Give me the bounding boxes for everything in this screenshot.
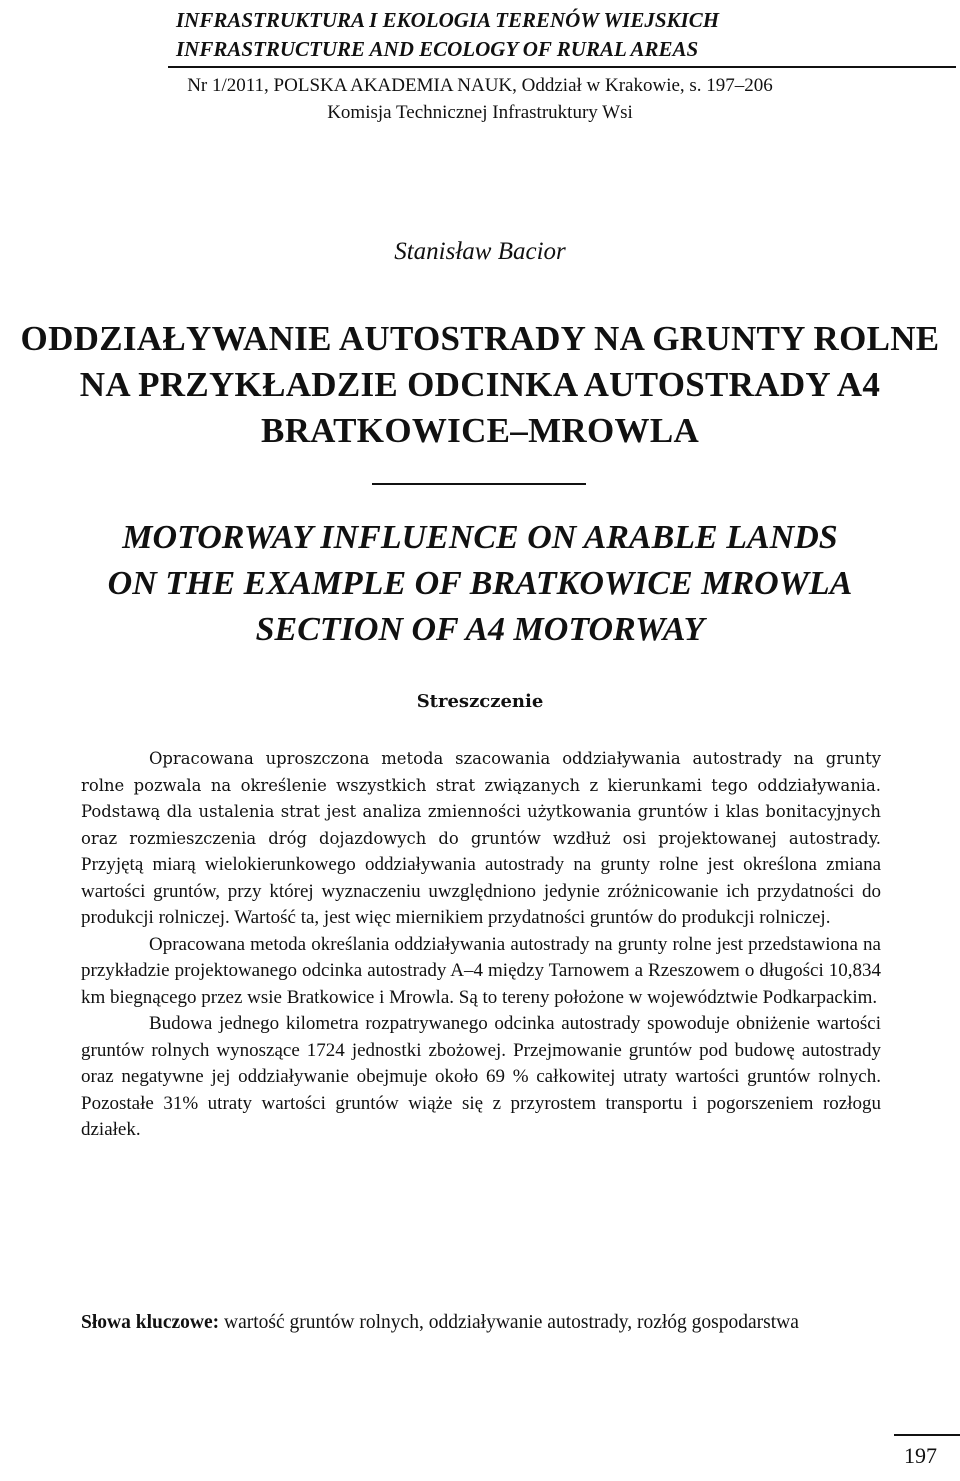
- abstract-body: [81, 746, 881, 1144]
- title-divider: [372, 483, 586, 485]
- abstract-paragraph-2: Opracowana metoda określania oddziaływania autostrady na grunty rolne jest przedstawiona na przykładzie projektowanego odcinka autostrady A–4 między Tarnowem a Rzeszowem o długości 10,834 km biegnącego przez wsie Bratkowice i Mrowla. Są to tereny położone w województwie Podkarpackim.: [81, 933, 881, 1008]
- author-name: Stanisław Bacior: [394, 238, 566, 265]
- footer-rule: [894, 1434, 960, 1436]
- commission-line: Komisja Technicznej Infrastruktury Wsi: [327, 102, 633, 123]
- title-en-line: MOTORWAY INFLUENCE ON ARABLE LANDS: [122, 519, 838, 556]
- abstract-heading: Streszczenie: [416, 691, 544, 712]
- journal-header: [176, 6, 936, 64]
- abstract-paragraph-3: Budowa jednego kilometra rozpatrywanego odcinka autostrady spowoduje obniżenie wartości gruntów rolnych wynoszące 1724 jednostki zbożowej. Przejmowanie gruntów pod budowę autostrady oraz negatywne jej oddziaływanie obejmuje około 69 % całkowitej utraty wartości gruntów rolnych. Pozostałe 31% utraty wartości gruntów wiąże się z przyrostem transportu i pogorszeniem rozłogu działek.: [81, 1013, 881, 1140]
- title-en-line: SECTION OF A4 MOTORWAY: [255, 611, 705, 648]
- keywords-label: Słowa kluczowe:: [81, 1312, 220, 1333]
- title-pl-line: BRATKOWICE–MROWLA: [260, 411, 700, 450]
- issue-line: Nr 1/2011, POLSKA AKADEMIA NAUK, Oddział w Krakowie, s. 197–206: [187, 75, 773, 96]
- title-polish: [0, 316, 960, 454]
- header-rule: [168, 66, 956, 68]
- keywords-text: wartość gruntów rolnych, oddziaływanie autostrady, rozłóg gospodarstwa: [219, 1312, 799, 1333]
- publication-info: [0, 72, 960, 126]
- keywords: [81, 1308, 881, 1337]
- abstract-paragraph-1: [81, 746, 881, 932]
- journal-title-en: INFRASTRUCTURE AND ECOLOGY OF RURAL AREAS: [176, 37, 699, 61]
- title-pl-line: ODDZIAŁYWANIE AUTOSTRADY NA GRUNTY ROLNE: [20, 319, 940, 358]
- title-english: [0, 515, 960, 653]
- title-pl-line: NA PRZYKŁADZIE ODCINKA AUTOSTRADY A4: [79, 365, 881, 404]
- abstract-p1-part-a: Opracowana uproszczona metoda szacowania oddziaływania autostrady na grunty rolne pozwala na określenie wszystkich strat związanych z kierunkami tego oddziaływania. Podstawą dla ustalenia strat jest analiza zmienności użytkowania gruntów i klas bonitacyjnych oraz rozmieszczenia dróg dojazdowych do gruntów wzdłuż osi projektowanej autostrady.: [81, 749, 881, 848]
- journal-title-pl: INFRASTRUKTURA I EKOLOGIA TERENÓW WIEJSKICH: [176, 8, 720, 32]
- abstract-p1-part-b: Przyjętą miarą wielokierunkowego oddziaływania autostrady na grunty rolne jest określona zmiana wartości gruntów, przy której wyznaczeniu uwzględniono jedynie zróżnicowanie ich przydatności do produkcji rolniczej. Wartość ta, jest więc miernikiem przydatności gruntów do produkcji rolniczej.: [81, 854, 881, 928]
- title-en-line: ON THE EXAMPLE OF BRATKOWICE MROWLA: [107, 565, 853, 602]
- page-number: 197: [904, 1443, 937, 1468]
